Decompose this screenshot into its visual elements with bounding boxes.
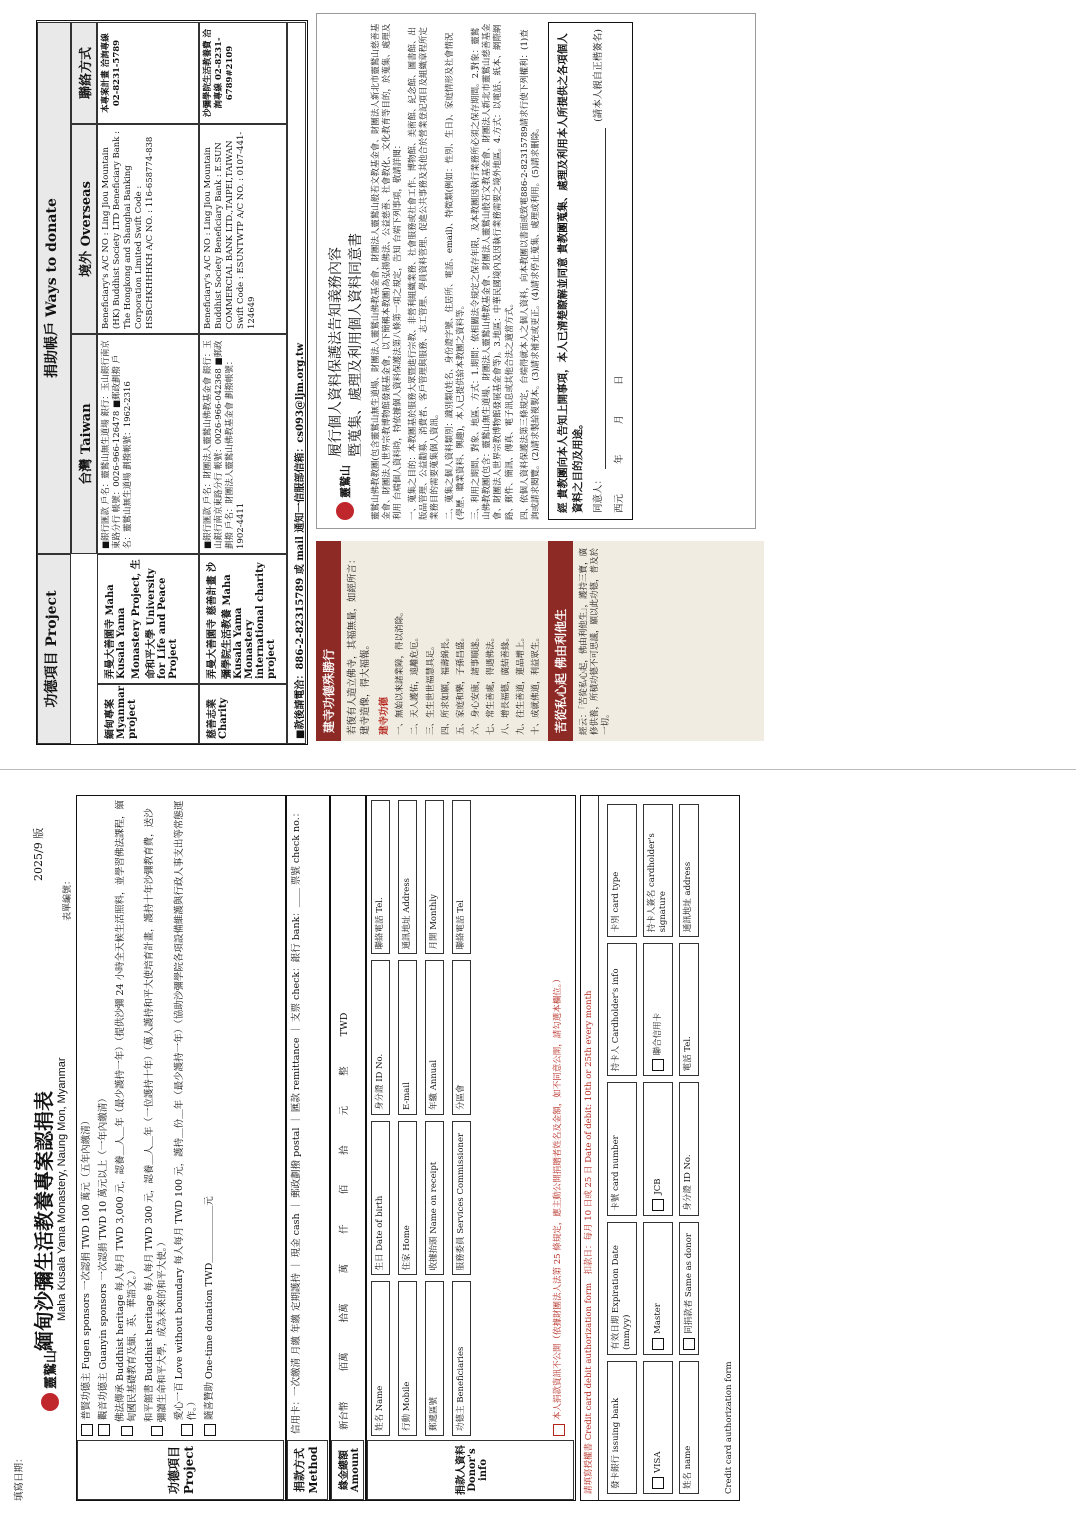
merit-item: 十、成就佛道，利益眾生。 [530, 632, 541, 735]
card-form-label: Credit card authorization form [723, 1361, 734, 1494]
card-field[interactable]: 發卡銀行 issuing bank [607, 1361, 637, 1494]
row1-taiwan: ■銀行匯款 戶名：靈鷲山無生道場 銀行：玉山銀行南京東路分行 帳號：0026-966-126478 ■郵政劃撥 戶名：靈鷲山無生道場 劃撥帳號：1962-2316 [97, 334, 199, 554]
row2-project: 弄曼大善園寺 慈善計畫 沙彌學院生活教養 Maha Kusala Yama Monastery international charity project [199, 554, 287, 684]
consent-text: 經 貴教團向本人告知上開事項，本人已清楚瞭解並同意 貴教團蒐集、處理及利用本人所提供之各項個人資料之目的及用途。 [556, 33, 584, 513]
checkbox[interactable] [151, 1426, 163, 1436]
amount-unit: 仟 [339, 1224, 350, 1234]
form-version: 2025/9 版 [32, 827, 45, 881]
donor-label: 捐款人資料 Donor's info [367, 1440, 574, 1500]
privacy-paragraph: 靈鷲山佛教教團(包含靈鷲山無生道場、財團法人靈鷲山佛教基金會、財團法人靈鷲山般若文教基金會、財團法人新北市靈鷲山慈善基金會、財團法人世界宗教博物館發展基金會，以下簡稱本教團)為弘揚佛法、公益慈善、社會教化、文化教育等目的，於蒐集、處理及利用 台端個人資料時，特依據個人資料保護法第八條第一項之規定，告知 台端下列事項，敬請詳閱： [371, 23, 404, 520]
merit-list [395, 541, 541, 741]
donor-field[interactable]: E-mail [398, 961, 417, 1116]
option-buddhist-heritage[interactable] [115, 800, 141, 1436]
logo [40, 1350, 59, 1411]
row1-overseas: Beneficiary's A/C NO : Ling Jiou Mountain (HK) Buddhist Society LTD Beneficiary Bank : The Hongkong and Shanghai Banking Corporation Limited Swift Code : HSBCHKHHHKH A/C NO. : 116-658774-838 [97, 124, 199, 334]
row2-contact: 沙彌學院生活教養費 洽詢專線 02-8231-6789#2109 [199, 22, 287, 124]
donor-field[interactable]: 聯絡電話 Tel [452, 800, 471, 955]
donor-section [366, 795, 576, 1501]
merit-item: 九、往生善道，蓮品增上。 [515, 632, 526, 735]
merit-item: 八、增長福德，廣結善緣。 [500, 632, 511, 735]
amount-unit: TWD [339, 1012, 350, 1037]
amount-unit: 新台幣 [339, 1401, 350, 1430]
card-type-label: Master [652, 1303, 663, 1334]
card-field[interactable]: 姓名 name [679, 1361, 699, 1494]
donor-field[interactable]: 年繳 Annual [425, 961, 444, 1116]
signer-note: (請本人親自正楷簽名) [592, 29, 604, 122]
amount-label: 緣金總額 Amount [331, 1440, 364, 1500]
amount-units [339, 1013, 352, 1430]
signer-label: 同意人： [592, 474, 604, 513]
header-overseas: 境外 Overseas [71, 124, 97, 334]
merit-item: 六、身心安康，諸事順遂。 [470, 632, 481, 735]
bottom-page [0, 775, 1076, 1521]
amount-unit: 佰萬 [339, 1352, 350, 1372]
merit-subtitle: 建寺功德 [378, 696, 390, 735]
card-header: 請填寫授權書 Credit card debit authorization form 扣款日：每月 10 日或 25 日 Date of debit: 10th or 25th every month [581, 796, 599, 1500]
donor-field[interactable]: 月開 Monthly [425, 800, 444, 955]
merit-column [316, 541, 764, 741]
merit-item: 三、生生世世福慧具足。 [425, 641, 436, 735]
card-field[interactable]: 持卡人簽名 cardholder's signature [643, 804, 673, 937]
donor-field[interactable]: 身分證 ID No. [371, 961, 390, 1116]
header-ways: 捐助帳戶 Ways to donate [37, 22, 71, 554]
option-label: 愛心一百 Love without boundary 每人每月 TWD 100 元，護持＿份＿年（最少護持一年）（協助沙彌學院各項設備維護與行政人事支出等常態運作。） [173, 800, 198, 1421]
amount-unit: 萬 [339, 1263, 350, 1274]
option-label: 佛法傳承 Buddhist heritage 每人每月 TWD 3,000 元，認養＿人＿年（最少護持一年）（提供沙彌 24 小時全天候生活照料，並學習佛法課程，緬甸國民基礎教育及緬、英、華語文。） [114, 799, 139, 1423]
merit-verse2: 經云：「苦從私心起，佛由利他生」，護持三寶，廣修供養，所積功德不可思議，願以此功德，普及於一切。 [578, 547, 611, 735]
card-type-master[interactable] [643, 1222, 673, 1355]
card-field[interactable]: 電話 Tel. [679, 943, 699, 1076]
signer-field[interactable] [593, 128, 606, 469]
card-type-label: JCB [652, 1178, 663, 1195]
checkbox[interactable] [652, 1477, 664, 1489]
option-label: 普賢功德主 Fugen sponsors 一次認捐 TWD 100 萬元（五年內繳清） [81, 1115, 92, 1420]
date-label: 西元 [613, 493, 625, 513]
checkbox[interactable] [181, 1424, 193, 1436]
donor-field[interactable]: 服務委員 Services Commissioner [452, 1121, 471, 1276]
card-same-label: 同捐款者 Same as donor [683, 1233, 694, 1334]
checkbox[interactable] [98, 1424, 110, 1436]
donor-field[interactable]: 收據抬頭 Name on receipt [425, 1121, 444, 1276]
card-field[interactable]: 卡號 card number [607, 1082, 637, 1215]
merit-item: 七、常生善處，得遇佛法。 [485, 632, 496, 735]
row1-project: 弄曼大善園寺 Maha Kusala Yama Monastery Project, 生命和平大學 University for Life and Peace Project [97, 554, 199, 684]
donor-field[interactable]: 行動 Mobile [398, 1282, 417, 1437]
option-peace[interactable] [144, 800, 170, 1436]
checkbox[interactable] [121, 1426, 133, 1436]
method-options[interactable]: 信用卡：一次繳清 月繳 年繳 定期護持 ｜ 現金 cash ｜ 郵政劃撥 postal ｜ 匯款 remittance ｜ 支票 check：銀行 bank：＿＿ 票號 check no.： [291, 807, 302, 1434]
merit-item: 二、天人護佑，遠離危厄。 [410, 632, 421, 735]
row2-overseas: Beneficiary's A/C NO : Ling Jiou Mountain Buddhist Society Beneficiary Bank : E.SUN COMMERCIAL BANK LTD.,TAIPEI,TAIWAN Swift Code : ESUNTWTP A/C NO. : 0107-441-124649 [199, 124, 287, 334]
donor-field[interactable]: 姓名 Name [371, 1282, 390, 1437]
card-field[interactable]: 通訊地址 address [679, 804, 699, 937]
donor-field[interactable]: 分區會 [452, 961, 471, 1116]
checkbox[interactable] [683, 1338, 695, 1350]
method-section [286, 795, 330, 1501]
header-contact: 聯絡方式 [71, 22, 97, 124]
donation-accounts-table [36, 20, 308, 745]
card-type-label: 聯合信用卡 [652, 1012, 663, 1056]
option-label: 觀音功德主 Guanyin sponsors 一次認捐 TWD 10 萬元以上（一年內繳清） [97, 1093, 109, 1420]
checkbox[interactable] [81, 1424, 93, 1436]
form-title: 緬甸沙彌生活教養專案認捐表 [32, 1091, 56, 1351]
logo-icon [336, 502, 354, 520]
amount-unit: 拾 [339, 1145, 350, 1155]
card-field: 持卡人 Cardholder's info [607, 943, 637, 1076]
donor-field[interactable]: 郵遞區號 [425, 1282, 444, 1437]
option-label: 隨喜贊助 One-time donation TWD＿＿＿＿＿＿元 [203, 1196, 215, 1420]
row2-taiwan: ■銀行匯款 戶名：財團法人靈鷲山佛教基金會 銀行：玉山銀行南京東路分行 帳號：0026-966-042368 ■郵政劃撥 戶名：財團法人靈鷲山佛教基金會 劃撥帳號：1902-4411 [199, 334, 287, 554]
donor-fields [371, 800, 471, 1436]
merit-item: 一、無始以來諸業障，得以消除。 [395, 607, 406, 735]
privacy-paragraph: 一、蒐集之目的：本教團基於服務大眾暨進行宗教、非營利組織業務、社會服務或社會工作、博物館、美術館、紀念館、圖書館、出版品管理、公益勸募、消費者、客戶管理與服務、志工管理、學員資料管理、促進公共事務及其他合於營業登記項目及組織章程所定業務目的需要蒐集個人資訊。 [408, 26, 441, 520]
logo-icon [41, 1393, 59, 1411]
date-day: 日 [613, 375, 625, 385]
consent-box [548, 22, 634, 520]
method-label: 捐款方式 Method [287, 1440, 328, 1500]
privacy-option[interactable] [553, 800, 565, 1436]
card-type-label: VISA [652, 1451, 663, 1473]
date-month: 月 [613, 414, 625, 425]
merit-title: 建寺功德殊勝行 [316, 541, 341, 741]
amount-section [330, 795, 366, 1501]
date-year: 年 [613, 454, 625, 464]
donor-field[interactable]: 功德主 Beneficiaries [452, 1282, 471, 1437]
option-one-time[interactable] [204, 800, 217, 1436]
logo [336, 465, 354, 520]
option-label: 和平館書 Buddhist heritage 每人每月 TWD 300 元，認養＿人＿年（一位護持十年）（萬人護持和平大使培育計畫，護持十年沙彌教育費，送沙彌讀生命和平大學，成為未來的和平大使。） [144, 808, 169, 1423]
option-fugen[interactable] [81, 800, 94, 1436]
merit-item: 四、所求如願，福壽綿長。 [440, 632, 451, 735]
card-type-union[interactable] [643, 943, 673, 1076]
amount-unit: 元 [339, 1105, 350, 1116]
logo-text: 靈鷲山 [339, 465, 352, 498]
merit-title2: 苦從私心起 佛由利他生 [548, 541, 573, 741]
merit-item: 五、家庭和樂，子孫昌盛。 [455, 632, 466, 735]
card-fields [607, 804, 699, 1494]
amount-unit: 拾萬 [339, 1303, 350, 1323]
card-same-as-donor[interactable] [679, 1222, 699, 1355]
project-section [76, 795, 286, 1501]
logo-text: 靈鷲山 [44, 1349, 59, 1389]
checkbox[interactable] [652, 1338, 664, 1350]
project-label: 功德項目 Project [77, 1440, 284, 1500]
donor-field[interactable]: 聯絡電話 Tel. [371, 800, 390, 955]
checkbox[interactable] [553, 1424, 565, 1436]
card-field: 卡別 card type [607, 804, 637, 937]
row1-contact: 本專案計畫 洽詢專線 02-8231-5789 [97, 22, 199, 124]
donor-field[interactable]: 住家 Home [398, 1121, 417, 1276]
merit-verse: 若復有人造立佛寺，其福無量，如經所言：建寺造像，得大福報。 [347, 554, 371, 735]
card-type-visa[interactable] [643, 1361, 673, 1494]
privacy-title1: 履行個人資料保護法告知義務內容 [328, 247, 344, 457]
card-field[interactable]: 有效日期 Expiration Date (mm/yy) [607, 1222, 637, 1355]
privacy-paragraph: 四、依個人資料保護法第三條規定，台端得就本人之個人資料，向本教團以書面或致電886-2-82315789請求行使下列權利：(1)查詢或請求閱覽。(2)請求製給複製本。(3)請求補充或更正。(4)請求停止蒐集、處理或利用。(5)請求刪除。 [519, 29, 541, 520]
privacy-option-label: 本人捐款資訊不公開（依據財團法人法第 25 條規定，應主動公開捐贈者姓名及金額，如不同意公開，請勾選本欄位。） [553, 974, 564, 1420]
form-number: 表單編號： [63, 875, 73, 921]
table-footer: ■款後請電洽：886-2-82315789 或 mail 通知一信服部信箱：cs093@ljm.org.tw [287, 22, 306, 744]
card-type-jcb[interactable] [643, 1082, 673, 1215]
card-field[interactable]: 身分證 ID No. [679, 1082, 699, 1215]
option-love[interactable] [174, 800, 200, 1436]
option-guanyin[interactable] [98, 800, 111, 1436]
privacy-paragraph: 三、利用之期間、對象、地區、方式：1.期間：依相關法令規定之保存年限，及本教團因執行業務所必須之保存期間。2.對象：靈鷲山佛教教團(包含：靈鷲山無生道場、財團法人靈鷲山佛教基金會、財團法人靈鷲山般若文教基金會、財團法人新北市靈鷲山慈善基金會、財團法人世界宗教博物館發展基金會等)。3.地區：中華民國境內及因執行業務需要之境外地區。4.方式：以電話、紙本、網際網路、郵件、簡訊、傳真、電子訊息或其他合法之適當方式。 [471, 23, 515, 520]
row1-category: 緬甸專案 Myanmar project [97, 684, 199, 744]
donor-field[interactable]: 生日 Date of birth [371, 1121, 390, 1276]
amount-unit: 整 [339, 1066, 350, 1076]
credit-card-section [580, 795, 740, 1501]
privacy-paragraph: 二、蒐集之個人資料類別：識別類(姓名、身份證字號、住居所、電話、email)、特徵類(例如：性別、生日)、家庭情形及社會情況(學歷、職業資料、興趣)，本人已提供給本教團之資料等。 [445, 32, 467, 520]
row2-category: 慈善志業 Charity [199, 684, 287, 744]
privacy-title2: 暨蒐集、處理及利用個人資料同意書 [348, 233, 364, 457]
form-subtitle: Maha Kusala Yama Monastery, Naung Mon, Myanmar [56, 1057, 68, 1321]
donor-field[interactable]: 通訊地址 Address [398, 800, 417, 955]
checkbox[interactable] [652, 1199, 664, 1211]
checkbox[interactable] [204, 1424, 216, 1436]
privacy-notice [316, 13, 756, 529]
header-project: 功德項目 Project [37, 554, 71, 744]
amount-unit: 佰 [339, 1184, 350, 1195]
checkbox[interactable] [652, 1059, 664, 1071]
fill-date-label: 填寫日期： [14, 1453, 25, 1501]
header-taiwan: 台灣 Taiwan [71, 334, 97, 554]
page-divider [0, 769, 1076, 770]
